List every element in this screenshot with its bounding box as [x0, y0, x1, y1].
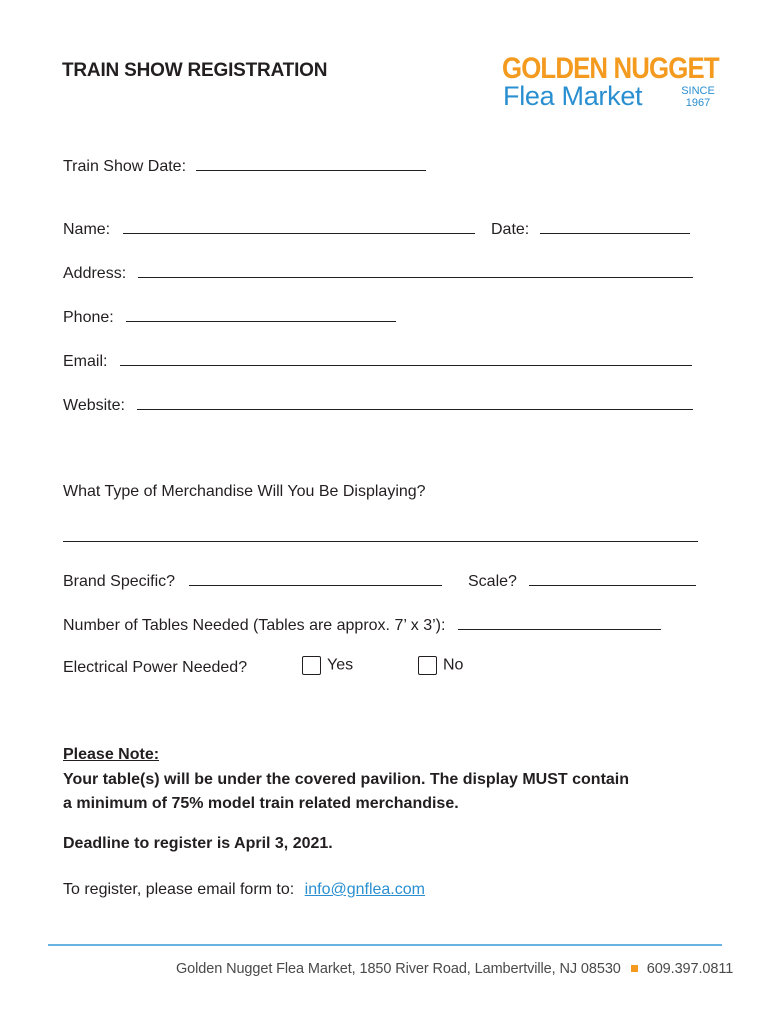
yes-option[interactable]: [302, 656, 353, 675]
brand-label: Brand Specific?: [63, 573, 176, 590]
email-field[interactable]: [63, 351, 692, 371]
email-link[interactable]: info@gnflea.com: [304, 881, 425, 898]
scale-label: Scale?: [468, 573, 517, 590]
yes-checkbox[interactable]: [302, 656, 321, 675]
tables-label: Number of Tables Needed (Tables are approx. 7’ x 3’):: [63, 617, 446, 634]
note-line-1: Your table(s) will be under the covered pavilion. The display MUST contain: [63, 771, 630, 788]
register-instruction: [63, 881, 425, 899]
logo-since-year: 1967: [685, 97, 711, 109]
footer-bullet-icon: [631, 965, 638, 972]
website-line[interactable]: [137, 395, 693, 410]
train-show-date-line[interactable]: [196, 156, 426, 171]
logo-subtitle: Flea Market: [503, 81, 643, 111]
email-label: Email:: [63, 353, 108, 370]
note-line-2: a minimum of 75% model train related merchandise.: [63, 795, 459, 812]
no-option[interactable]: [418, 656, 463, 675]
name-label: Name:: [63, 221, 111, 238]
merchandise-question: What Type of Merchandise Will You Be Displaying?: [63, 483, 426, 500]
train-show-date-field[interactable]: [63, 156, 426, 176]
website-label: Website:: [63, 397, 125, 414]
yes-label: Yes: [327, 656, 354, 674]
address-line[interactable]: [138, 263, 693, 278]
register-text: To register, please email form to:: [63, 881, 295, 898]
website-field[interactable]: [63, 395, 693, 415]
brand-field[interactable]: [63, 571, 442, 591]
address-field[interactable]: [63, 263, 693, 283]
footer-phone: 609.397.0811: [646, 961, 734, 977]
merchandise-line[interactable]: [63, 541, 698, 542]
scale-field[interactable]: [468, 571, 696, 591]
train-show-date-label: Train Show Date:: [63, 158, 187, 175]
logo-wordmark: GOLDEN NUGGET: [502, 52, 719, 85]
brand-line[interactable]: [189, 571, 442, 586]
footer-divider: [48, 944, 722, 946]
name-field[interactable]: [63, 219, 475, 239]
tables-line[interactable]: [458, 615, 661, 630]
deadline-text: Deadline to register is April 3, 2021.: [63, 835, 333, 852]
power-label: Electrical Power Needed?: [63, 659, 248, 676]
footer: [176, 961, 733, 977]
tables-field[interactable]: [63, 615, 661, 635]
date-label: Date:: [491, 221, 530, 238]
phone-field[interactable]: [63, 307, 396, 327]
footer-address: Golden Nugget Flea Market, 1850 River Road, Lambertville, NJ 08530: [176, 961, 621, 977]
no-label: No: [443, 656, 464, 674]
address-label: Address:: [63, 265, 127, 282]
date-field[interactable]: [491, 219, 690, 239]
page-title: TRAIN SHOW REGISTRATION: [62, 60, 328, 81]
name-line[interactable]: [123, 219, 475, 234]
note-heading: Please Note:: [63, 746, 160, 763]
date-line[interactable]: [540, 219, 690, 234]
email-line[interactable]: [120, 351, 692, 366]
logo-since: [678, 85, 718, 109]
no-checkbox[interactable]: [418, 656, 437, 675]
phone-label: Phone:: [63, 309, 114, 326]
logo-since-label: SINCE: [681, 85, 715, 97]
phone-line[interactable]: [126, 307, 396, 322]
scale-line[interactable]: [529, 571, 696, 586]
